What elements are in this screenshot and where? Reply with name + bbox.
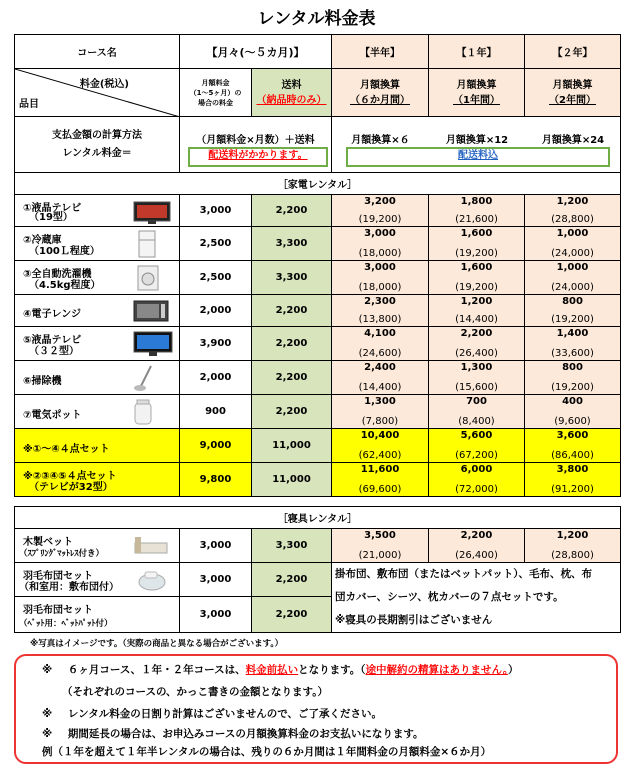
rental-fee-equals: レンタル料金＝: [62, 147, 132, 159]
two-monthly: 400: [562, 396, 583, 407]
rental-fee-table: [14, 34, 621, 633]
fridge-icon: [133, 230, 161, 258]
half-total: (18,000): [358, 248, 402, 259]
one-monthly: 1,300: [460, 362, 493, 373]
bed-icon: [133, 534, 169, 558]
note-4: 期間延長の場合は、お申込みコースの月額換算料金のお支払いになります。: [67, 728, 424, 740]
item-name: ②冷蔵庫: [23, 235, 62, 246]
monthly-fee: 3,000: [180, 563, 252, 597]
one-total: (26,400): [455, 348, 498, 359]
item-note: （和室用：敷布団付）: [19, 582, 119, 594]
two-monthly: 1,000: [556, 228, 589, 239]
half-conv-label: 月額換算: [360, 79, 400, 91]
note-1a: ６ヶ月コース、１年・２年コースは、: [67, 664, 246, 676]
monthly-fee: 3,000: [180, 597, 252, 633]
table-row: [15, 529, 621, 563]
table-row: [15, 463, 621, 497]
two-total: (19,200): [551, 314, 594, 325]
item-name: 羽毛布団セット: [23, 571, 93, 582]
monthly-fee: 3,900: [180, 327, 252, 361]
calc-method-label: 支払金額の計算方法: [52, 129, 142, 141]
table-row: [15, 261, 621, 295]
half-year-header: 【半年】: [332, 35, 429, 69]
half-total: (21,000): [358, 550, 402, 561]
shipping-fee: 2,200: [252, 327, 332, 361]
one-total: (21,600): [455, 214, 498, 225]
note-2: （それぞれのコースの、かっこ書きの金額となります。）: [62, 686, 328, 698]
set-name: ※②③④⑤４点セット: [23, 471, 117, 482]
note-1e: ）: [507, 664, 519, 676]
two-total: (9,600): [554, 416, 591, 427]
one-monthly: 2,200: [460, 530, 493, 541]
note-5: 例（１年を超えて１年半レンタルの場合は、残りの６か月間は１年間料金の月額料金×６か月）: [42, 746, 492, 758]
monthly-fee: 2,000: [180, 295, 252, 327]
table-row: [15, 361, 621, 395]
half-total: (62,400): [358, 450, 402, 461]
table-row: [15, 395, 621, 429]
item-name: ⑤液晶テレビ: [23, 335, 82, 346]
set-note: （テレビが32型）: [29, 482, 113, 493]
item-size: （19型）: [29, 212, 73, 223]
half-monthly: 11,600: [360, 464, 400, 475]
two-monthly: 1,200: [556, 530, 589, 541]
two-total: (28,800): [551, 550, 594, 561]
shipping-charged-note: 配送料がかかります。: [188, 147, 328, 167]
shipping-fee: 3,300: [252, 261, 332, 295]
section-appliance-rental: ［家電レンタル］: [15, 173, 621, 195]
note-mark: ※: [42, 708, 53, 720]
shipping-fee: 11,000: [252, 463, 332, 497]
photo-note: ※写真はイメージです。（実際の商品と異なる場合がございます。）: [30, 639, 284, 649]
futon-icon: [137, 568, 167, 592]
one-total: (72,000): [455, 484, 498, 495]
two-total: (33,600): [551, 348, 594, 359]
half-formula: 月額換算×６: [351, 135, 410, 146]
half-monthly: 1,300: [364, 396, 396, 407]
half-total: (24,600): [358, 348, 402, 359]
shipping-fee: 3,300: [252, 227, 332, 261]
one-total: (19,200): [455, 248, 498, 259]
shipping-fee: 2,200: [252, 597, 332, 633]
note-1c: となります。（: [298, 664, 366, 676]
shipping-label: 送料: [281, 79, 302, 91]
item-name: ④電子レンジ: [23, 309, 81, 320]
item-name: 木製ベット: [23, 537, 73, 548]
monthly-desc-1: 月額料金: [201, 78, 230, 87]
two-monthly: 1,200: [556, 196, 589, 207]
one-period: （1年間）: [453, 94, 500, 106]
table-row: [15, 227, 621, 261]
half-period: （６か月間）: [350, 94, 410, 106]
one-monthly: 1,600: [460, 262, 493, 273]
note-no-refund: 途中解約の精算はありません。: [365, 664, 508, 676]
shipping-included-note: 配送料込: [346, 147, 610, 167]
one-monthly: 2,200: [460, 328, 493, 339]
two-monthly: 800: [562, 362, 583, 373]
table-row: [15, 195, 621, 227]
table-row: [15, 327, 621, 361]
one-monthly: 6,000: [460, 464, 493, 475]
item-size: （100Ｌ程度）: [29, 246, 100, 257]
shipping-fee: 2,200: [252, 195, 332, 227]
note-mark: ※: [42, 728, 53, 740]
half-monthly: 3,500: [364, 530, 396, 541]
bedding-set-note-2: 団カバー、シーツ、枕カバーの７点セットです。: [335, 591, 564, 603]
item-note: （ｽﾌﾟﾘﾝｸﾞﾏｯﾄﾚｽ付き）: [19, 549, 105, 559]
monthly-fee: 3,000: [180, 529, 252, 563]
one-formula: 月額換算×12: [445, 135, 509, 146]
shipping-delivery-only: （納品時のみ）: [256, 94, 327, 106]
item-label: 品目: [19, 99, 39, 110]
half-monthly: 4,100: [364, 328, 396, 339]
two-year-header: 【２年】: [525, 35, 621, 69]
one-monthly: 5,600: [460, 430, 493, 441]
note-3: レンタル料金の日割り計算はございませんので、ご了承ください。: [67, 708, 382, 720]
half-total: (13,800): [358, 314, 402, 325]
one-conv-label: 月額換算: [456, 79, 497, 91]
item-size: （4.5kg程度）: [29, 280, 101, 291]
two-conv-label: 月額換算: [552, 79, 593, 91]
course-name-header: コース名: [15, 35, 180, 69]
half-monthly: 2,400: [364, 362, 396, 373]
item-name: 羽毛布団セット: [23, 605, 93, 617]
one-total: (8,400): [458, 416, 495, 427]
one-total: (15,600): [455, 382, 498, 393]
fee-item-diagonal-cell: [15, 69, 180, 117]
bedding-set-note-1: 掛布団、敷布団（またはベットパット）、毛布、枕、布: [335, 568, 593, 580]
microwave-icon: [133, 300, 169, 322]
one-total: (67,200): [455, 450, 498, 461]
monthly-fee: 2,500: [180, 261, 252, 295]
set-name: ※①～④４点セット: [23, 444, 110, 455]
one-monthly: 700: [466, 396, 487, 407]
two-total: (24,000): [551, 282, 594, 293]
half-monthly: 3,000: [364, 262, 396, 273]
two-monthly: 3,800: [556, 464, 589, 475]
half-monthly: 3,000: [364, 228, 396, 239]
notes-box: [14, 654, 618, 764]
one-monthly: 1,600: [460, 228, 493, 239]
tv-icon: [133, 331, 173, 357]
shipping-fee: 2,200: [252, 361, 332, 395]
two-monthly: 1,000: [556, 262, 589, 273]
pot-icon: [131, 398, 155, 426]
fee-label: 料金(税込): [79, 79, 129, 90]
half-total: (69,600): [358, 484, 402, 495]
shipping-fee: 3,300: [252, 529, 332, 563]
monthly-desc-3: 場合の料金: [198, 98, 233, 107]
section-bedding-rental: ［寝具レンタル］: [15, 507, 621, 529]
shipping-fee: 2,200: [252, 395, 332, 429]
two-total: (86,400): [551, 450, 594, 461]
item-name: ①液晶テレビ: [23, 203, 82, 214]
item-size: （３２型）: [29, 346, 79, 357]
monthly-fee: 9,800: [180, 463, 252, 497]
two-monthly: 3,600: [556, 430, 589, 441]
half-total: (19,200): [358, 214, 402, 225]
item-name: ⑥掃除機: [23, 376, 62, 387]
two-total: (91,200): [551, 484, 594, 495]
washer-icon: [135, 265, 161, 291]
item-name: ⑦電気ポット: [23, 410, 82, 421]
half-monthly: 10,400: [360, 430, 400, 441]
note-prepay: 料金前払い: [245, 664, 299, 676]
bedding-discount-note: ※寝具の長期割引はございません: [335, 614, 493, 626]
table-row: [15, 429, 621, 463]
one-monthly: 1,200: [460, 296, 493, 307]
monthly-formula: （月額料金×月数）＋送料: [196, 135, 315, 146]
half-monthly: 3,200: [364, 196, 396, 207]
vacuum-icon: [131, 364, 157, 392]
two-period: （2年間）: [549, 94, 596, 106]
one-year-header: 【１年】: [429, 35, 525, 69]
monthly-fee: 2,000: [180, 361, 252, 395]
half-total: (18,000): [358, 282, 402, 293]
two-total: (28,800): [551, 214, 594, 225]
note-mark: ※: [42, 664, 53, 676]
shipping-fee: 2,200: [252, 563, 332, 597]
monthly-fee: 9,000: [180, 429, 252, 463]
one-total: (19,200): [455, 282, 498, 293]
shipping-fee: 11,000: [252, 429, 332, 463]
shipping-fee: 2,200: [252, 295, 332, 327]
one-total: (26,400): [455, 550, 498, 561]
monthly-course-header: 【月々(～５カ月)】: [180, 35, 332, 69]
one-monthly: 1,800: [460, 196, 493, 207]
two-monthly: 1,400: [556, 328, 589, 339]
item-note: （ﾍﾞｯﾄ用：ﾍﾞｯﾄﾊﾟｯﾄ付）: [19, 619, 113, 629]
two-monthly: 800: [562, 296, 583, 307]
table-row: [15, 563, 621, 597]
half-total: (14,400): [358, 382, 402, 393]
monthly-fee: 3,000: [180, 195, 252, 227]
monthly-desc-2: （1～5ヶ月）の: [189, 88, 242, 97]
monthly-fee: 900: [180, 395, 252, 429]
item-name: ③全自動洗濯機: [23, 269, 92, 280]
two-formula: 月額換算×24: [541, 135, 605, 146]
two-total: (24,000): [551, 248, 594, 259]
half-monthly: 2,300: [364, 296, 396, 307]
page-title: レンタル料金表: [257, 9, 376, 29]
half-total: (7,800): [361, 416, 399, 427]
tv-icon: [133, 201, 171, 225]
table-row: [15, 295, 621, 327]
two-total: (19,200): [551, 382, 594, 393]
monthly-fee: 2,500: [180, 227, 252, 261]
one-total: (14,400): [455, 314, 498, 325]
